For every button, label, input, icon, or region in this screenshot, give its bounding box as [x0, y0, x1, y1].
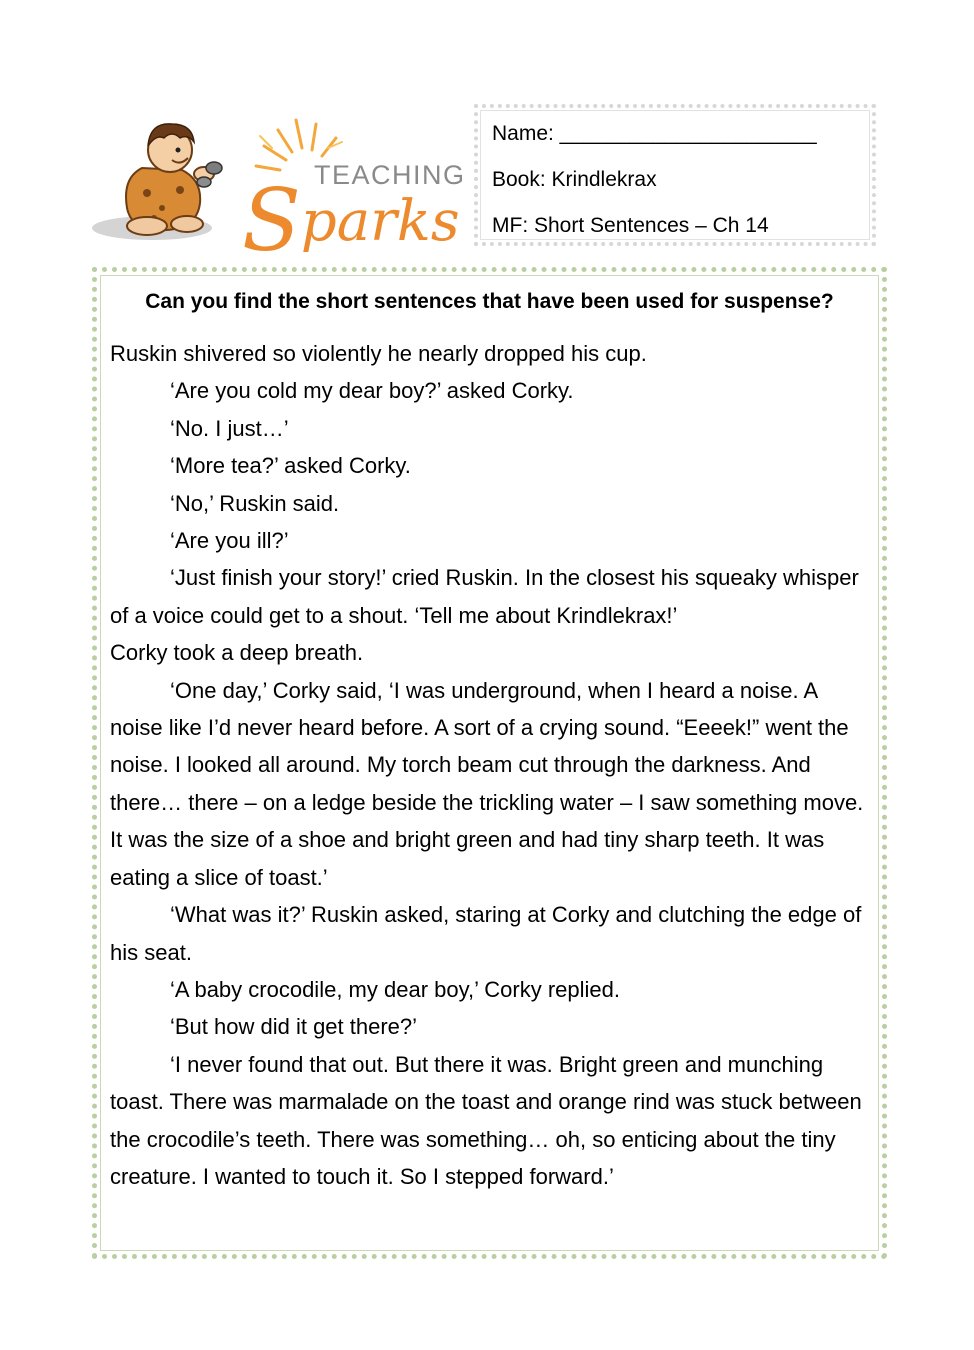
worksheet-question: Can you find the short sentences that have been used for suspense? — [145, 290, 834, 313]
passage-paragraph: ‘No. I just…’ — [170, 415, 289, 441]
passage-paragraph: Corky took a deep breath. — [110, 640, 364, 666]
logo-text-sparks-initial: S — [242, 171, 301, 271]
student-info-box — [474, 104, 876, 246]
passage-paragraph: ‘But how did it get there?’ — [170, 1014, 418, 1040]
passage-paragraph: ‘No,’ Ruskin said. — [170, 490, 340, 516]
passage-paragraph: ‘A baby crocodile, my dear boy,’ Corky replied. — [170, 976, 620, 1002]
passage-paragraph: ‘Just finish your story!’ cried Ruskin. In the closest his squeaky whisper of a voice could get to a shout. ‘Tell me about Krindlekrax!’ — [110, 565, 859, 628]
passage-paragraph: ‘What was it?’ Ruskin asked, staring at Corky and clutching the edge of his seat. — [110, 902, 862, 965]
passage-paragraph: ‘More tea?’ asked Corky. — [170, 453, 411, 479]
logo-text-sparks — [242, 168, 460, 271]
book-title-line: Book: Krindlekrax — [492, 168, 657, 191]
logo-text-teaching: TEACHING — [314, 160, 466, 190]
worksheet-panel — [92, 267, 887, 1259]
logo-text-sparks-rest: parks — [300, 189, 460, 254]
passage-paragraph: ‘Are you ill?’ — [170, 528, 289, 554]
story-passage — [110, 335, 870, 1195]
passage-paragraph: ‘Are you cold my dear boy?’ asked Corky. — [170, 378, 574, 404]
name-field-line: Name: ______________________ — [492, 122, 817, 145]
passage-paragraph: Ruskin shivered so violently he nearly dropped his cup. — [110, 341, 647, 366]
mf-topic-line: MF: Short Sentences – Ch 14 — [492, 214, 769, 237]
passage-paragraph: ‘One day,’ Corky said, ‘I was underground, when I heard a noise. A noise like I’d never heard before. A sort of a crying sound. “Eeeek!” went the noise. I looked all around. My torch beam cut through the darkness. And there… there – on a ledge beside the trickling water – I saw something move. It was the size of a shoe and bright green and had tiny sharp teeth. It was eating a slice of toast.’ — [110, 677, 864, 890]
passage-paragraph: ‘I never found that out. But there it was. Bright green and munching toast. There was marmalade on the toast and orange rind was stuck between the crocodile’s teeth. There was something… oh, so enticing about the tiny creature. I wanted to touch it. So I stepped forward.’ — [110, 1051, 862, 1189]
teaching-sparks-logo — [92, 108, 466, 271]
